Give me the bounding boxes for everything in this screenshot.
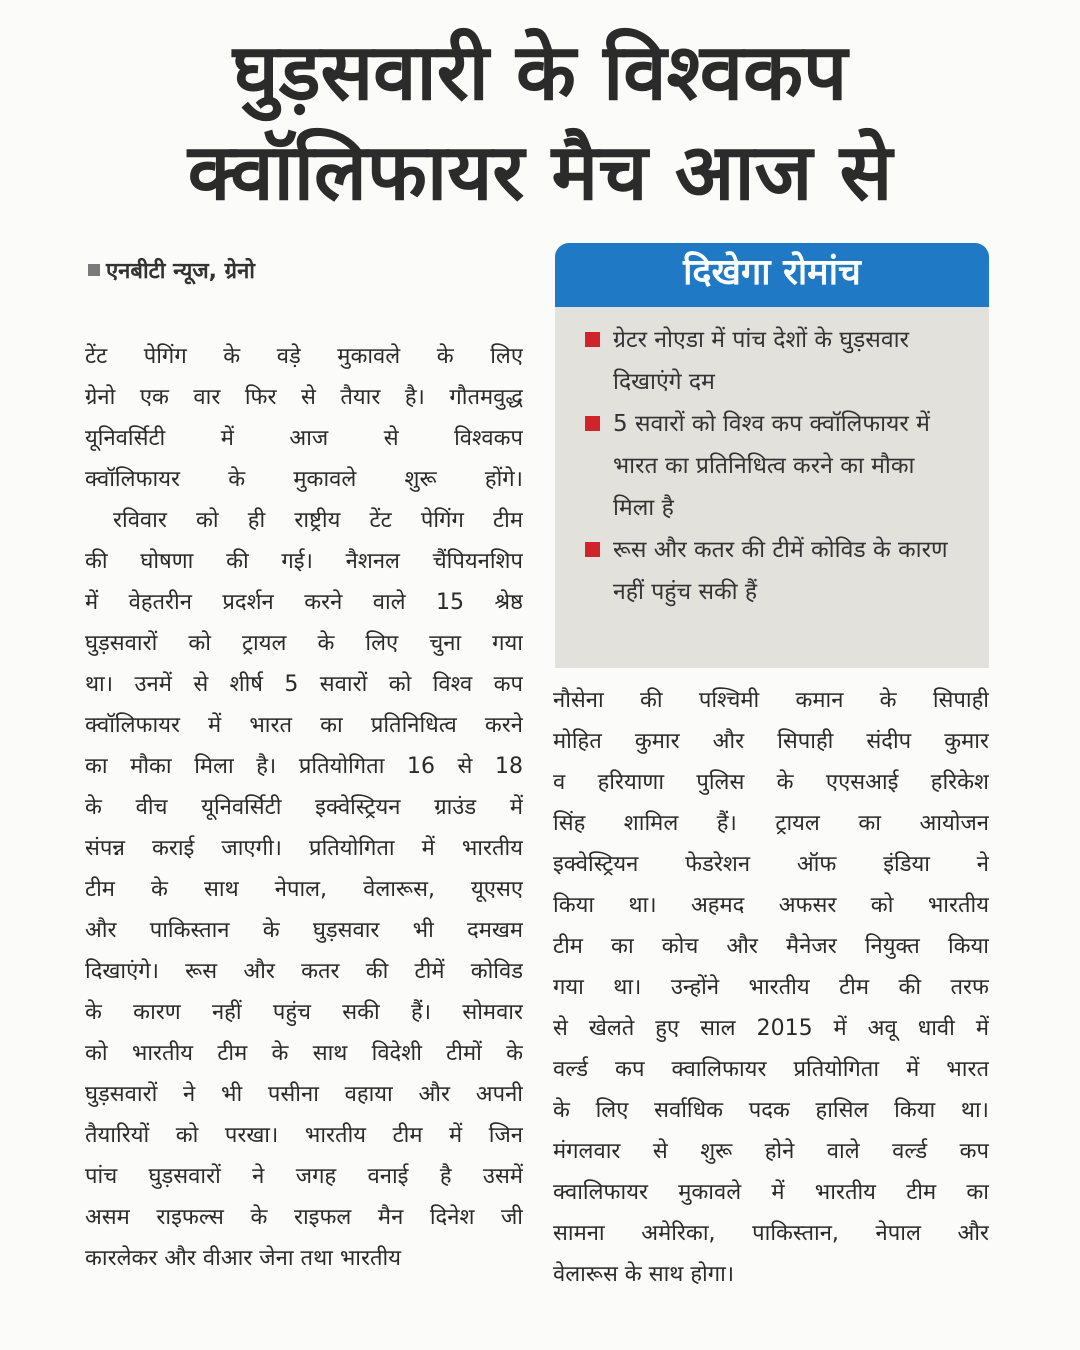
left-column [85,336,523,1279]
text-line: इक्वेस्ट्रियन फेडरेशन ऑफ इंडिया ने [553,852,989,877]
red-square-bullet-icon [585,542,600,557]
text-line: सिंह शामिल हैं। ट्रायल का आयोजन [553,811,989,836]
highlight-item [585,319,953,403]
text-line: वर्ल्ड कप क्वालिफायर प्रतियोगिता में भारत [553,1057,989,1082]
highlight-list [555,319,989,613]
highlight-item [585,529,953,613]
text-line: टेंट पेगिंग के वड़े मुकावले के लिए [85,344,523,369]
text-line: कारलेकर और वीआर जेना तथा भारतीय [85,1246,401,1271]
highlight-item-text: ग्रेटर नोएडा में पांच देशों के घुड़सवार दिखाएंगे दम [613,327,909,395]
highlight-item [585,403,953,529]
red-square-bullet-icon [585,416,600,431]
text-line: व हरियाणा पुलिस के एएसआई हरिकेश [553,770,989,795]
text-line: किया था। अहमद अफसर को भारतीय [553,893,989,918]
text-line: क्वॉलिफायर में भारत का प्रतिनिधित्व करने [85,713,523,738]
highlight-box [555,243,989,668]
text-line: वेलारूस के साथ होगा। [553,1262,735,1287]
text-line: टीम का कोच और मैनेजर नियुक्त किया [553,934,989,959]
text-line: था। उनमें से शीर्ष 5 सवारों को विश्व कप [85,672,523,697]
text-line: घुड़सवारों ने भी पसीना वहाया और अपनी [85,1082,523,1107]
text-line: तैयारियों को परखा। भारतीय टीम में जिन [85,1123,523,1148]
text-line: रविवार को ही राष्ट्रीय टेंट पेगिंग टीम [113,508,523,533]
text-line: असम राइफल्स के राइफल मैन दिनेश जी [85,1205,523,1230]
text-line: से खेलते हुए साल 2015 में अवू धावी में [553,1016,989,1041]
highlight-box-title: दिखेगा रोमांच [555,243,989,307]
text-line: के लिए सर्वाधिक पदक हासिल किया था। [553,1098,989,1123]
text-line: संपन्न कराई जाएगी। प्रतियोगिता में भारतीय [85,836,523,861]
text-line: घुड़सवारों को ट्रायल के लिए चुना गया [85,631,523,656]
text-line: पांच घुड़सवारों ने जगह वनाई है उसमें [85,1164,523,1189]
byline [88,255,255,285]
right-column [553,680,989,1295]
text-line: गया था। उन्होंने भारतीय टीम की तरफ [553,975,989,1000]
text-line: यूनिवर्सिटी में आज से विश्वकप [85,426,523,451]
text-line: ग्रेनो एक वार फिर से तैयार है। गौतमवुद्ध [85,385,523,410]
text-line: मंगलवार से शुरू होने वाले वर्ल्ड कप [553,1139,989,1164]
text-line: और पाकिस्तान के घुड़सवार भी दमखम [85,918,523,943]
highlight-item-text: 5 सवारों को विश्व कप क्वॉलिफायर में भारत का प्रतिनिधित्व करने का मौका मिला है [613,411,930,521]
text-line: की घोषणा की गई। नैशनल चैंपियनशिप [85,549,523,574]
text-line: दिखाएंगे। रूस और कतर की टीमें कोविड [85,959,523,984]
text-line: सामना अमेरिका, पाकिस्तान, नेपाल और [553,1221,989,1246]
text-line: को भारतीय टीम के साथ विदेशी टीमों के [85,1041,523,1066]
text-line: मोहित कुमार और सिपाही संदीप कुमार [553,729,989,754]
red-square-bullet-icon [585,332,600,347]
square-bullet-icon [88,264,100,276]
text-line: के वीच यूनिवर्सिटी इक्वेस्ट्रियन ग्राउंड में [85,795,523,820]
headline-line-1: घुड़सवारी के विश्वकप [232,28,848,118]
text-line: टीम के साथ नेपाल, वेलारूस, यूएसए [85,877,523,902]
text-line: का मौका मिला है। प्रतियोगिता 16 से 18 [85,754,523,779]
byline-text: एनबीटी न्यूज, ग्रेनो [106,259,255,284]
text-line: में वेहतरीन प्रदर्शन करने वाले 15 श्रेष्ठ [85,590,523,615]
text-line: क्वॉलिफायर के मुकावले शुरू होंगे। [85,467,523,492]
text-line: क्वालिफायर मुकावले में भारतीय टीम का [553,1180,989,1205]
highlight-item-text: रूस और कतर की टीमें कोविड के कारण नहीं पहुंच सकी हैं [613,537,948,605]
text-line: नौसेना की पश्चिमी कमान के सिपाही [553,688,989,713]
text-line: के कारण नहीं पहुंच सकी हैं। सोमवार [85,1000,523,1025]
headline-line-2: क्वॉलिफायर मैच आज से [187,128,893,218]
